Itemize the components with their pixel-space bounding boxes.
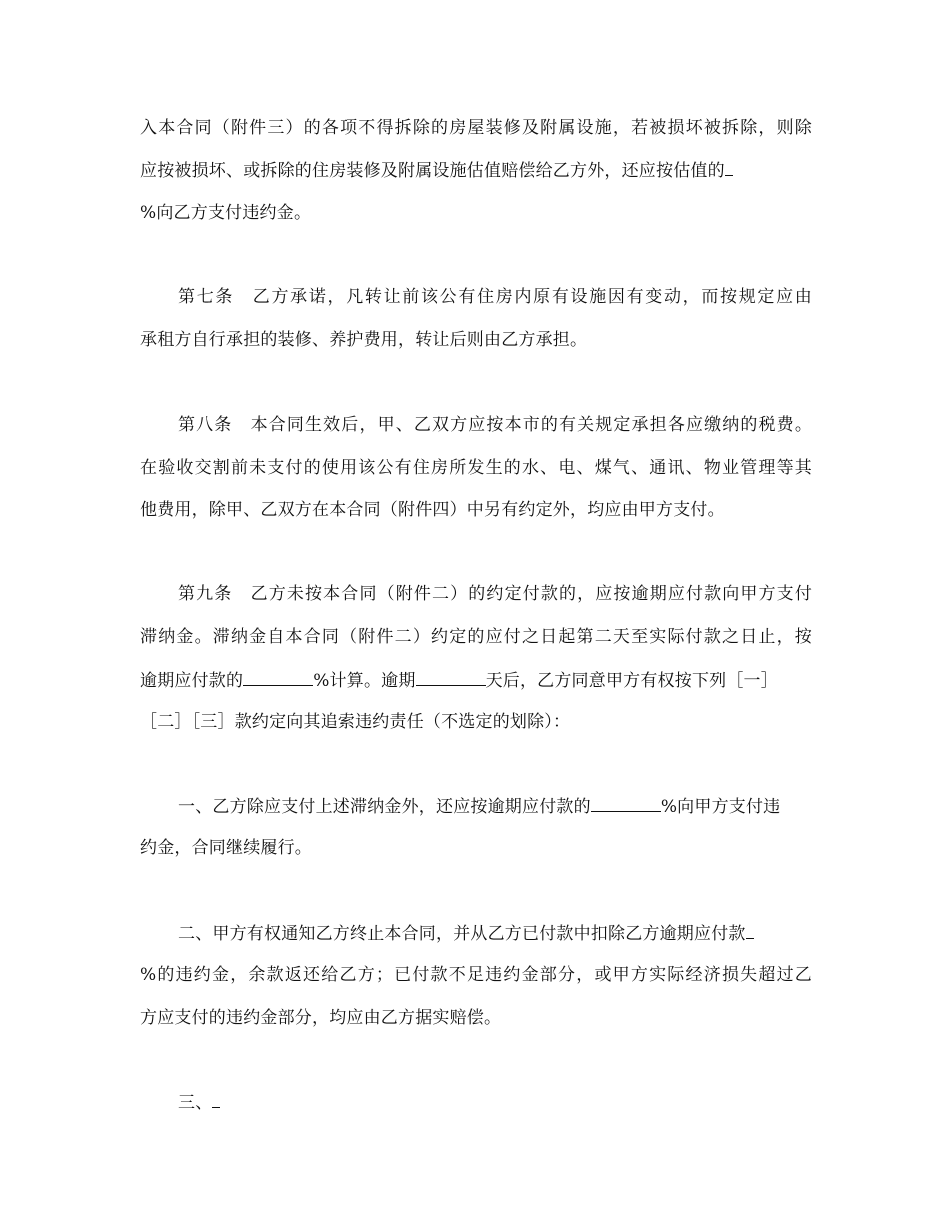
- text-segment: 乙方未按本合同（附件二）的约定付款的，应按逾期应付款向甲方支付: [250, 584, 813, 604]
- text-line: 在验收交割前未支付的使用该公有住房所发生的水、电、煤气、通讯、物业管理等其: [140, 458, 812, 478]
- text-segment: 本合同生效后，甲、乙双方应按本市的有关规定承担各应缴纳的税费。: [250, 415, 813, 435]
- article-heading: 第八条: [178, 415, 233, 435]
- text-segment: 三、: [178, 1093, 213, 1113]
- text-segment: 应按被损坏、或拆除的住房装修及附属设施估值赔偿给乙方外，还应按估值的: [140, 161, 725, 181]
- text-line: 入本合同（附件三）的各项不得拆除的房屋装修及附属设施，若被损坏被拆除，则除: [140, 118, 812, 138]
- text-line: %的违约金，余款返还给乙方；已付款不足违约金部分，或甲方实际经济损失超过乙: [140, 965, 812, 985]
- fill-in-blank[interactable]: [725, 159, 733, 176]
- clause-3-line: [140, 1091, 812, 1114]
- clause-2-line: [140, 922, 812, 945]
- clause-1-line: [140, 795, 812, 818]
- text-line: [140, 159, 812, 182]
- text-line: 方应支付的违约金部分，均应由乙方据实赔偿。: [140, 1008, 502, 1028]
- text-line: 他费用，除甲、乙双方在本合同（附件四）中另有约定外，均应由甲方支付。: [140, 500, 725, 520]
- text-segment: 二、甲方有权通知乙方终止本合同，并从乙方已付款中扣除乙方逾期应付款: [178, 924, 746, 944]
- text-segment: 乙方承诺，凡转让前该公有住房内原有设施因有变动，而按规定应由: [252, 287, 813, 307]
- penalty-percent-blank[interactable]: [591, 795, 661, 812]
- text-segment: %计算。逾期: [313, 671, 416, 691]
- text-segment: 天后，乙方同意甲方有权按下列［一］: [485, 671, 778, 691]
- text-line: ［二］［三］款约定向其追索违约责任（不选定的划除）：: [140, 712, 571, 732]
- article-8-line: [140, 414, 812, 436]
- fill-in-blank[interactable]: [212, 1091, 220, 1108]
- text-segment: 一、乙方除应支付上述滞纳金外，还应按逾期应付款的: [178, 797, 591, 817]
- article-heading: 第七条: [178, 287, 235, 307]
- text-line: 约金，合同继续履行。: [140, 838, 312, 858]
- text-line: %向乙方支付违约金。: [140, 203, 312, 223]
- text-segment: 逾期应付款的: [140, 671, 244, 691]
- text-line: [140, 669, 812, 692]
- text-line: 承租方自行承担的装修、养护费用，转让后则由乙方承担。: [140, 330, 588, 350]
- article-7-line: [140, 286, 812, 308]
- fill-in-blank[interactable]: [746, 922, 754, 939]
- text-segment: %向甲方支付违: [660, 797, 781, 817]
- text-line: 滞纳金。滞纳金自本合同（附件二）约定的应付之日起第二天至实际付款之日止，按: [140, 627, 812, 647]
- article-9-line: [140, 583, 812, 605]
- article-heading: 第九条: [178, 584, 233, 604]
- late-fee-percent-blank[interactable]: [243, 669, 313, 686]
- overdue-days-blank[interactable]: [416, 669, 486, 686]
